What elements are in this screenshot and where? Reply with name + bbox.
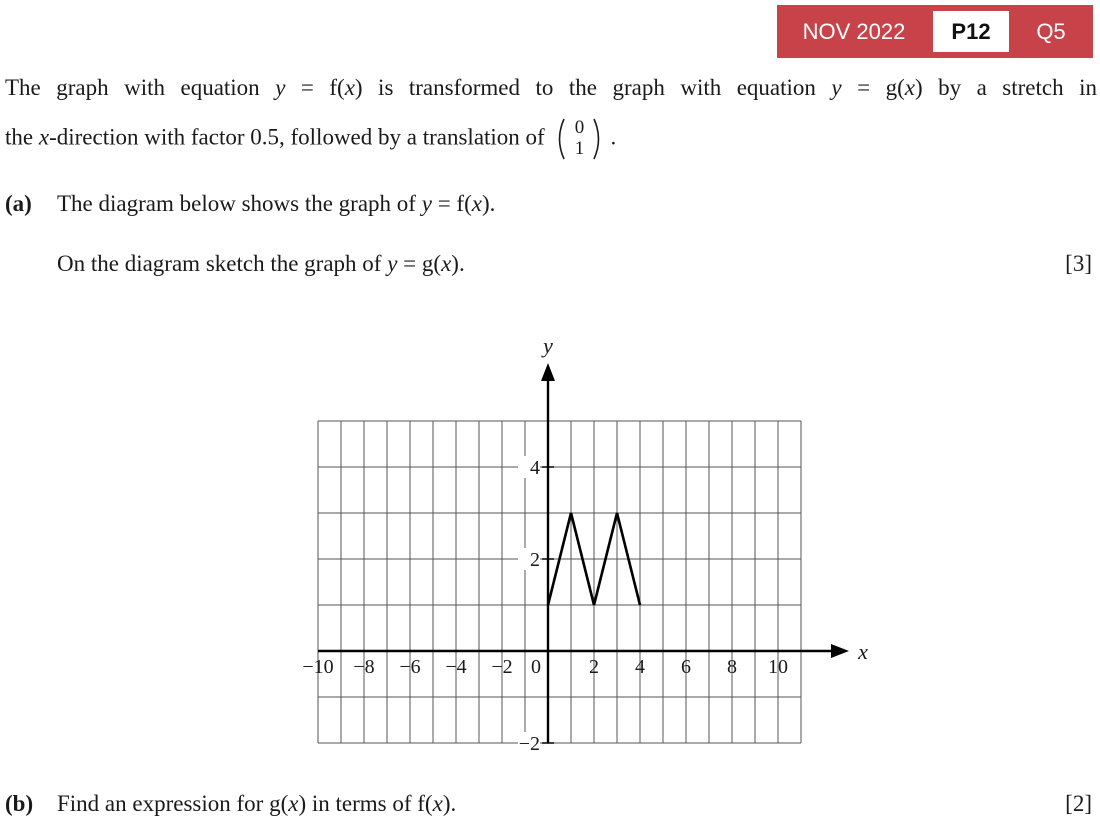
x-tick-label: 8 [727,656,737,678]
x-tick-label: −4 [445,656,467,678]
part-b-label: (b) [5,791,34,816]
graph-grid [0,330,1100,780]
part-a-text: The diagram below shows the graph of y = f(x). [57,191,496,216]
x-tick-label: −2 [491,656,513,678]
question-intro-line-2: the x-direction with factor 0.5, followed by a translation of 0 1 . [5,117,617,159]
part-b-marks: [2] [1065,791,1092,816]
x-tick-label: 4 [635,656,645,678]
part-a-label: (a) [5,191,32,216]
x-tick-label: 2 [589,656,599,678]
part-b-text: Find an expression for g(x) in terms of f(x). [57,791,457,816]
vector-bottom-value: 1 [574,138,585,159]
x-axis-label: x [858,639,868,664]
y-axis-arrow [541,363,555,381]
question-badges [777,5,1093,58]
question-number-badge: Q5 [1036,18,1066,44]
part-a-marks: [3] [1065,251,1092,276]
paper-badge: P12 [933,11,1009,52]
x-tick-label: 0 [531,656,541,678]
x-tick-label: −10 [302,656,334,678]
x-axis-arrow [831,644,849,658]
y-tick-label: 2 [530,549,540,571]
x-tick-label: −6 [399,656,421,678]
part-a-instruction: On the diagram sketch the graph of y = g(x). [57,251,465,276]
question-intro-line-1: The graph with equation y = f(x) is transformed to the graph with equation y = g(x) by a stretch in [5,75,1097,100]
x-tick-label: 6 [681,656,691,678]
x-tick-label: −8 [353,656,375,678]
session-badge: NOV 2022 [802,18,906,44]
translation-vector [554,117,610,161]
vector-top-value: 0 [574,117,585,138]
y-tick-label: 4 [530,457,540,479]
y-tick-label: −2 [518,733,540,755]
x-tick-label: 10 [768,656,788,678]
y-axis-label: y [543,333,553,358]
